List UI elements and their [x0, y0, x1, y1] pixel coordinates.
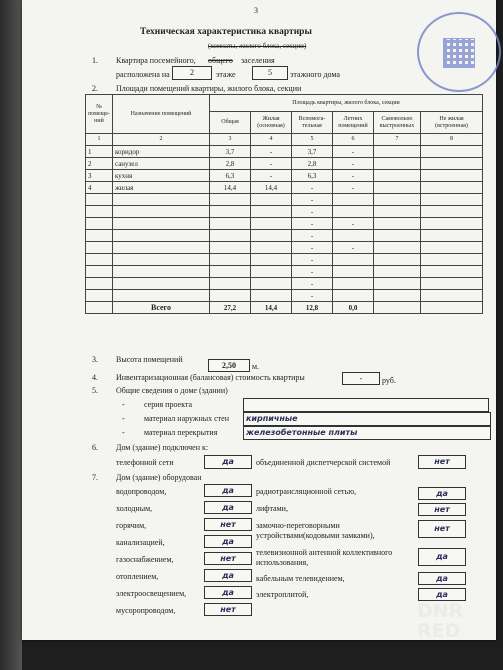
item-5-num: 5. — [92, 386, 98, 395]
row-living: - — [251, 146, 292, 158]
row-living: - — [251, 158, 292, 170]
equip-value: нет — [204, 603, 252, 616]
row-summer: - — [333, 182, 374, 194]
row-name: кухня — [113, 170, 210, 182]
row-num: 2 — [86, 158, 113, 170]
dash-cell: - — [333, 218, 374, 230]
height-box: 2,50 — [208, 359, 250, 372]
floors-material-label: материал перекрытия — [144, 428, 218, 437]
total-summer: 0,0 — [333, 302, 374, 314]
item-1-num: 1. — [92, 56, 98, 65]
equip-label: кабельным телевидением, — [256, 574, 345, 583]
equip-label: электроосвещением, — [116, 589, 187, 598]
dash-cell: - — [292, 218, 333, 230]
equip-label: радиотрансляционной сетью, — [256, 487, 357, 496]
series-label: серия проекта — [144, 400, 193, 409]
row-aux: - — [292, 182, 333, 194]
row-summer: - — [333, 170, 374, 182]
index-cell: 3 — [210, 134, 251, 146]
height-unit: м. — [252, 362, 260, 371]
table-row — [86, 266, 483, 278]
item-3-text: Высота помещений — [116, 355, 183, 364]
row-total: 6,3 — [210, 170, 251, 182]
row-name: жилая — [113, 182, 210, 194]
row-num: 1 — [86, 146, 113, 158]
index-cell: 4 — [251, 134, 292, 146]
equip-label: водопроводом, — [116, 487, 167, 496]
header-self: Самовольно выстроенных — [374, 112, 421, 134]
floors-box: 5 — [252, 66, 288, 80]
item-6-text: Дом (здание) подключен к: — [116, 443, 209, 452]
dash-cell: - — [292, 278, 333, 290]
equip-value: да — [418, 588, 466, 601]
row-living: 14,4 — [251, 182, 292, 194]
walls-label: материал наружных стен — [144, 414, 229, 423]
equip-value: да — [204, 569, 252, 582]
table-row — [86, 182, 483, 194]
dash-cell: - — [292, 290, 333, 302]
table-row — [86, 254, 483, 266]
cost-unit: руб. — [382, 376, 396, 385]
dash-marker: - — [122, 414, 125, 423]
item-4-num: 4. — [92, 373, 98, 382]
header-nonres: Не жилая (встроенная) — [421, 112, 483, 134]
dash-cell: - — [292, 242, 333, 254]
equip-label: электроплитой, — [256, 590, 309, 599]
row-aux: 6,3 — [292, 170, 333, 182]
row-aux: 3,7 — [292, 146, 333, 158]
page-number: 3 — [254, 6, 258, 15]
row-aux: 2,8 — [292, 158, 333, 170]
row-num: 4 — [86, 182, 113, 194]
equip-label: мусоропроводом, — [116, 606, 176, 615]
row-name: коридор — [113, 146, 210, 158]
floors-label: этажного дома — [290, 70, 340, 79]
qr-code-icon — [443, 38, 475, 68]
item-4-text: Инвентаризационная (балансовая) стоимость квартиры — [116, 373, 305, 382]
item-3-num: 3. — [92, 355, 98, 364]
document-page — [22, 0, 496, 640]
walls-field: кирпичные — [243, 412, 491, 426]
dash-marker: - — [122, 400, 125, 409]
dispatch-label: объединенной диспетчерской системой — [256, 458, 391, 467]
equip-value: нет — [418, 503, 466, 516]
index-cell: 5 — [292, 134, 333, 146]
dash-cell: - — [292, 194, 333, 206]
equip-value: да — [204, 484, 252, 497]
dash-cell: - — [292, 230, 333, 242]
equip-label: лифтами, — [256, 504, 288, 513]
item-5-text: Общие сведения о доме (здании) — [116, 386, 228, 395]
background-edge — [0, 0, 22, 670]
header-num: № помеще-ний — [86, 95, 113, 134]
item-2-text: Площади помещений квартиры, жилого блока, секции — [116, 84, 302, 93]
row-name: санузел — [113, 158, 210, 170]
row-summer: - — [333, 146, 374, 158]
item-1-located: расположена на — [116, 70, 170, 79]
equip-label: газоснабжением, — [116, 555, 174, 564]
dash-cell: - — [292, 266, 333, 278]
phone-label: телефонной сети — [116, 458, 174, 467]
equip-label: канализацией, — [116, 538, 165, 547]
area-table — [85, 94, 483, 314]
equip-label: отоплением, — [116, 572, 159, 581]
floor-label: этаже — [216, 70, 236, 79]
item-7-text: Дом (здание) оборудован — [116, 473, 202, 482]
row-living: - — [251, 170, 292, 182]
equip-value: нет — [418, 520, 466, 538]
item-6-num: 6. — [92, 443, 98, 452]
equip-value: да — [204, 586, 252, 599]
official-stamp — [417, 12, 501, 92]
phone-value: да — [204, 455, 252, 469]
item-2-num: 2. — [92, 84, 98, 93]
dash-marker: - — [122, 428, 125, 437]
equip-value: да — [418, 548, 466, 566]
row-total: 14,4 — [210, 182, 251, 194]
index-cell: 8 — [421, 134, 483, 146]
header-summer: Летних помещений — [333, 112, 374, 134]
doc-title: Техническая характеристика квартиры — [140, 27, 312, 37]
table-row — [86, 218, 483, 230]
equip-value: да — [418, 572, 466, 585]
series-field — [243, 398, 489, 412]
total-aux: 12,8 — [292, 302, 333, 314]
index-cell: 6 — [333, 134, 374, 146]
equip-value: да — [418, 487, 466, 500]
doc-subtitle: (комнаты, жилого блока, секции) — [208, 42, 307, 50]
table-row — [86, 278, 483, 290]
table-row — [86, 194, 483, 206]
item-1-text-b: заселения — [241, 56, 275, 65]
row-num: 3 — [86, 170, 113, 182]
table-row — [86, 230, 483, 242]
equip-label: замочно-переговорными — [256, 521, 340, 530]
equip-label: горячим, — [116, 521, 147, 530]
dash-cell: - — [292, 254, 333, 266]
equip-value: нет — [204, 552, 252, 565]
item-7-num: 7. — [92, 473, 98, 482]
equip-value: да — [204, 501, 252, 514]
dispatch-value: нет — [418, 455, 466, 469]
row-total: 3,7 — [210, 146, 251, 158]
equip-label-cont: использования, — [256, 558, 309, 567]
watermark-logo: DNR RED — [417, 600, 464, 642]
row-summer: - — [333, 158, 374, 170]
table-row — [86, 242, 483, 254]
table-row — [86, 290, 483, 302]
index-cell: 1 — [86, 134, 113, 146]
item-1-strike: общего — [208, 56, 233, 65]
header-name: Назначение помещений — [113, 95, 210, 134]
total-row — [86, 302, 483, 314]
dash-cell: - — [292, 206, 333, 218]
equip-value: нет — [204, 518, 252, 531]
total-living: 14,4 — [251, 302, 292, 314]
header-total: Общая — [210, 112, 251, 134]
equip-label: телевизионной антенной коллективного — [256, 548, 393, 557]
table-row — [86, 158, 483, 170]
header-area: Площадь квартиры, жилого блока, секции — [210, 95, 483, 112]
floor-box: 2 — [172, 66, 212, 80]
cost-box: - — [342, 372, 380, 385]
equip-value: да — [204, 535, 252, 548]
index-cell: 7 — [374, 134, 421, 146]
total-value: 27,2 — [210, 302, 251, 314]
item-1-text-a: Квартира посемейного, — [116, 56, 196, 65]
equip-label-cont: устройствами(кодовыми замками), — [256, 531, 375, 540]
index-cell: 2 — [113, 134, 210, 146]
table-row — [86, 170, 483, 182]
total-label: Всего — [113, 302, 210, 314]
dash-cell: - — [333, 242, 374, 254]
equip-label: холодным, — [116, 504, 153, 513]
header-living: Жилая (основная) — [251, 112, 292, 134]
header-aux: Вспомога-тельная — [292, 112, 333, 134]
table-row — [86, 146, 483, 158]
floors-material-field: железобетонные плиты — [243, 426, 491, 440]
table-row — [86, 206, 483, 218]
row-total: 2,8 — [210, 158, 251, 170]
